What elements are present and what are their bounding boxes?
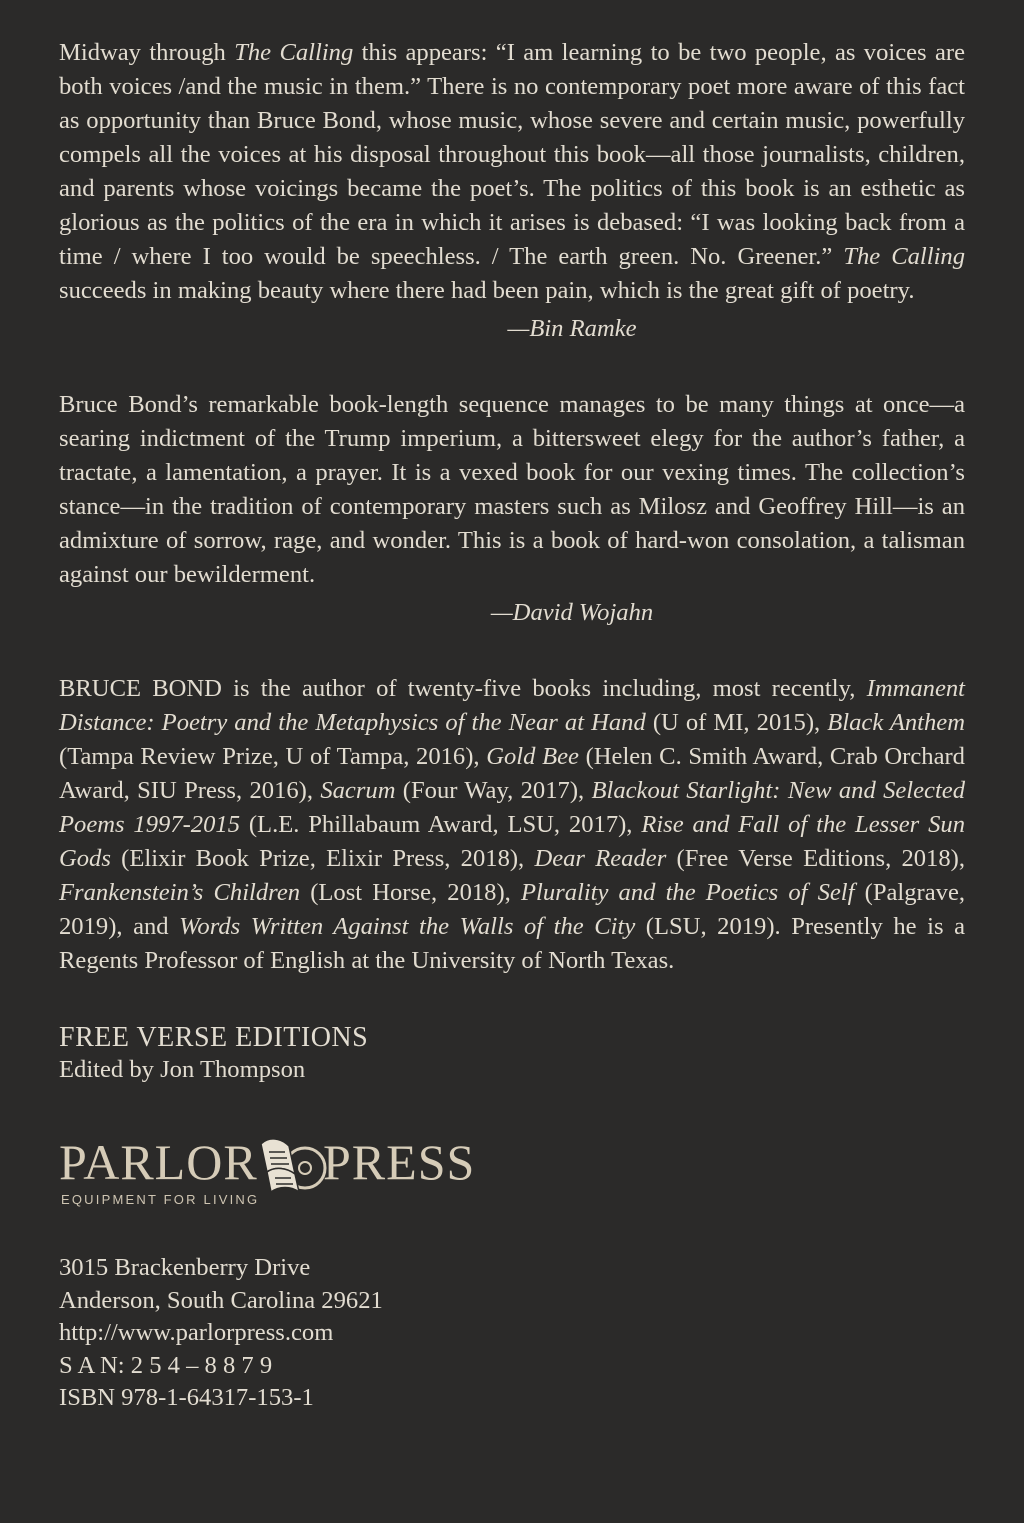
series-editor: Edited by Jon Thompson [59,1056,306,1083]
book-title: Rise and Fall of the Lesser Sun Gods [59,811,966,872]
book-title: Frankenstein’s Children [59,879,301,906]
book-title: The Calling [234,39,354,66]
back-cover [59,36,965,1415]
bio-text: (Elixir Book Prize, Elixir Press, 2018), [110,845,535,872]
publisher-url: http://www.parlorpress.com [59,1319,334,1346]
isbn-number: ISBN 978-1-64317-153-1 [59,1384,314,1411]
bio-text: (Helen C. Smith Award, Crab Orchard Award, SIU Press, 2016), [59,743,965,804]
bio-text: (LSU, 2019). Presently he is a Regents Professor of English at the University of North Texas. [59,913,966,974]
scroll-disc-icon [255,1130,327,1206]
logo-tagline: EQUIPMENT FOR LIVING [61,1192,260,1207]
book-title: Dear Reader [534,845,667,872]
bio-text: (U of MI, 2015), [645,709,828,736]
book-title: Words Written Against the Walls of the City [179,913,636,940]
book-title: Black Anthem [827,709,965,736]
bio-text: BRUCE BOND is the author of twenty-five books including, most recently, [59,675,867,702]
book-title: The Calling [843,243,965,270]
book-title: Sacrum [320,777,396,804]
book-title: Plurality and the Poetics of Self [520,879,855,906]
series-info [59,1022,965,1086]
book-title: Gold Bee [486,743,579,770]
bio-text: (L.E. Phillabaum Award, LSU, 2017), [240,811,642,838]
blurb-wojahn: Bruce Bond’s remarkable book-length sequence manages to be many things at once—a searing indictment of the Trump imperium, a bittersweet elegy for the author’s father, a tractate, a lamentation, a prayer. It is a vexed book for our vexing times. The collection’s stance—in the tradition of contemporary masters such as Milosz and Geoffrey Hill—is an admixture of sorrow, rage, and wonder. This is a book of hard-won consolation, a talisman against our bewilderment. [59,391,965,588]
parlor-press-logo [59,1134,479,1214]
san-number: S A N: 2 5 4 – 8 8 7 9 [59,1351,273,1379]
series-name: FREE VERSE EDITIONS [59,1022,369,1053]
blurb-text: Midway through [59,39,235,66]
bio-text: (Lost Horse, 2018), [300,879,521,906]
publisher-address [59,1252,965,1415]
blurb-text: succeeds in making beauty where there had been pain, which is the great gift of poetry. [59,277,915,304]
book-title: Blackout Starlight: New and Selected Poems 1997-2015 [59,777,965,838]
bio-text: (Tampa Review Prize, U of Tampa, 2016), [59,743,487,770]
bio-text: (Palgrave, 2019), and [59,879,966,940]
blurb-text: this appears: “I am learning to be two people, as voices are both voices /and the music in them.” There is no contemporary poet more aware of this fact as opportunity than Bruce Bond, whose music, whose severe and certain music, powerfully compels all the voices at his disposal throughout this book—all those journalists, children, and parents whose voicings became the poet’s. The politics of this book is an esthetic as glorious as the politics of the era in which it arises is debased: “I was looking back from a time / where I too would be speechless. / The earth green. No. Greener.” [59,39,965,270]
address-street: 3015 Brackenberry Drive [59,1254,311,1281]
attribution-ramke: —Bin Ramke [507,315,637,342]
blurb-ramke [59,36,965,308]
address-city: Anderson, South Carolina 29621 [59,1286,383,1314]
attribution-wojahn: —David Wojahn [490,599,654,626]
bio-text: (Free Verse Editions, 2018), [666,845,965,872]
book-title: Immanent Distance: Poetry and the Metaphysics of the Near at Hand [59,675,965,736]
author-bio [59,672,965,978]
bio-text: (Four Way, 2017), [395,777,592,804]
logo-word-parlor: PARLOR [59,1134,258,1190]
logo-word-press: PRESS [323,1134,476,1190]
